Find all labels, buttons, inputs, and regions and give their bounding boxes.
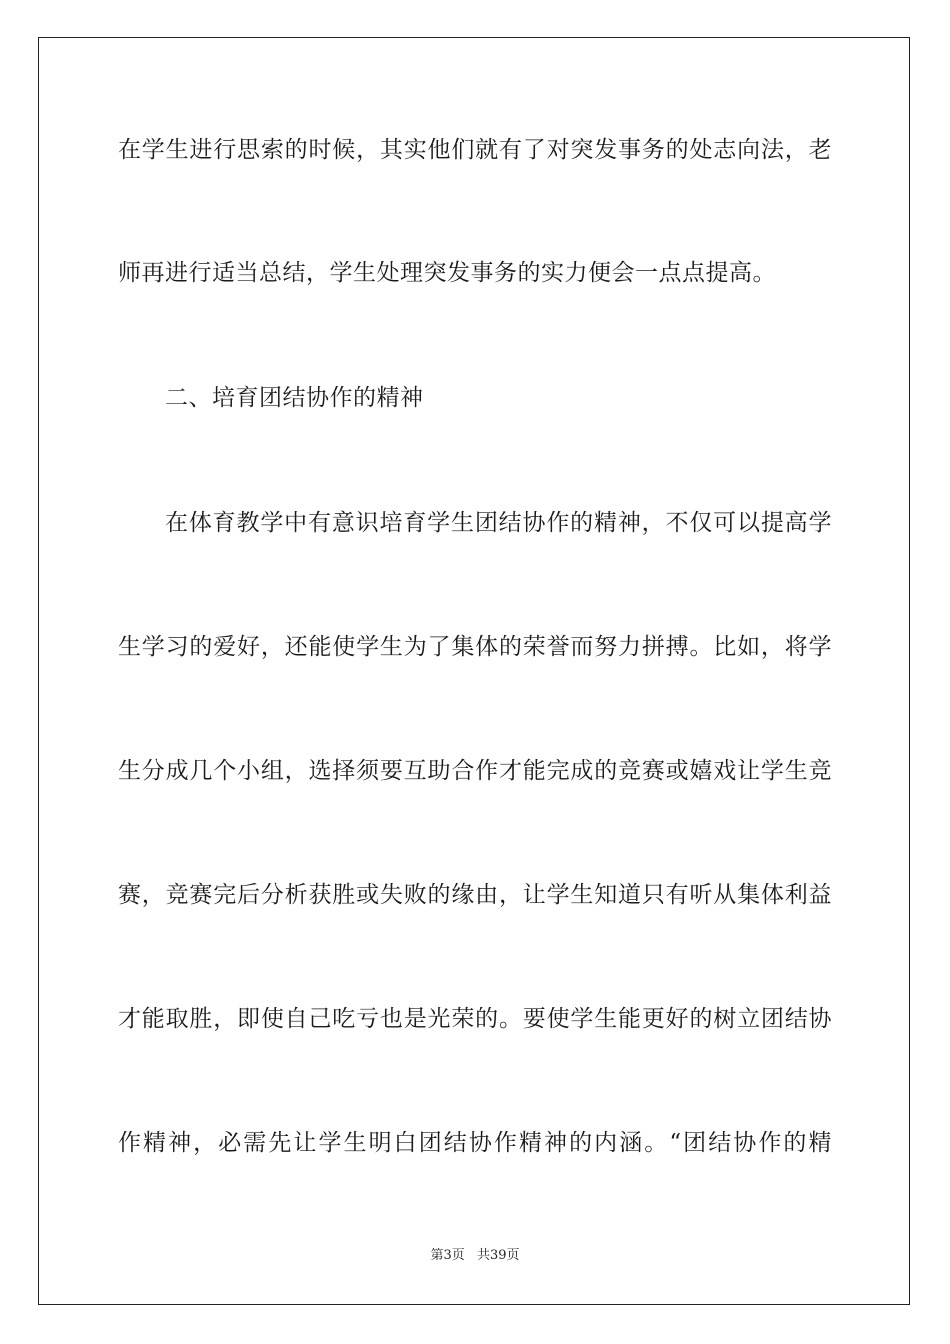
page-total: 共39页 (476, 1248, 520, 1263)
body-line-7: 才能取胜，即使自己吃亏也是光荣的。要使学生能更好的树立团结协 (118, 1006, 832, 1032)
section-heading: 二、培育团结协作的精神 (165, 385, 424, 411)
page-number: 第3页 (430, 1248, 465, 1263)
page-frame (38, 37, 910, 1305)
body-line-5: 生分成几个小组，选择须要互助合作才能完成的竞赛或嬉戏让学生竞 (118, 758, 832, 784)
body-line-2: 师再进行适当总结，学生处理突发事务的实力便会一点点提高。 (118, 260, 776, 286)
body-line-6: 赛，竞赛完后分析获胜或失败的缘由，让学生知道只有听从集体利益 (118, 882, 832, 908)
body-line-3: 在体育教学中有意识培育学生团结协作的精神，不仅可以提高学 (165, 510, 832, 536)
body-line-1: 在学生进行思索的时候，其实他们就有了对突发事务的处志向法，老 (118, 137, 832, 163)
body-line-4: 生学习的爱好，还能使学生为了集体的荣誉而努力拼搏。比如，将学 (118, 634, 832, 660)
body-line-8: 作精神，必需先让学生明白团结协作精神的内涵。“团结协作的精 (118, 1130, 832, 1156)
page-footer (0, 1248, 950, 1264)
